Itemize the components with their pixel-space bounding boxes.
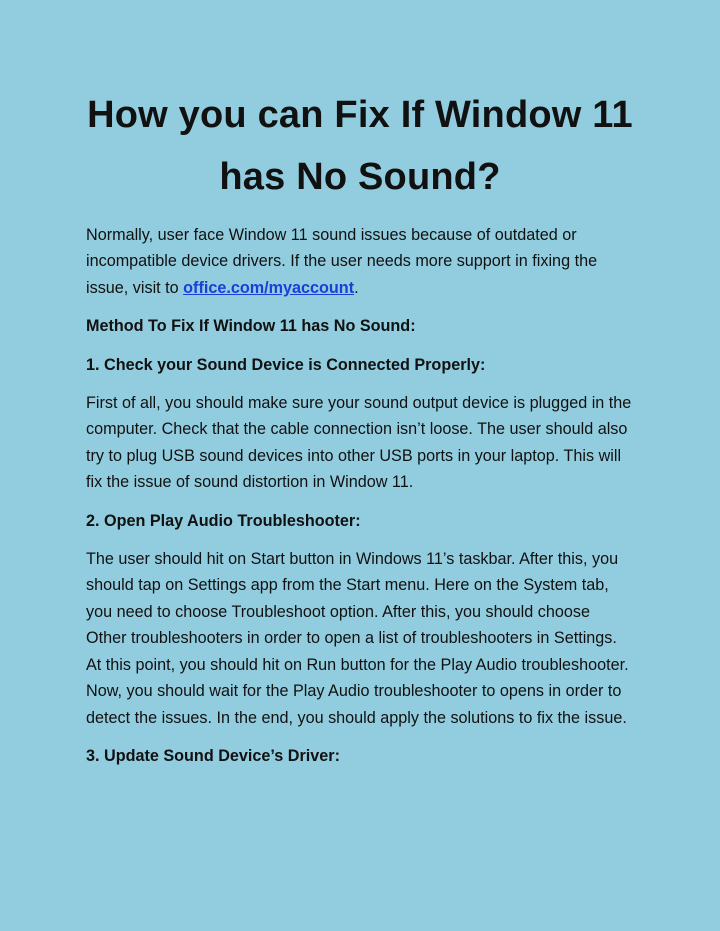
step1-body: First of all, you should make sure your sound output device is plugged in the computer. Check that the cable connection isn’t loose. The user should also try to plug USB sound devices into other USB ports in your laptop. This will fix the issue of sound distortion in Window 11.	[86, 394, 632, 492]
step2-body: The user should hit on Start button in Windows 11’s taskbar. After this, you should tap on Settings app from the Start menu. Here on the System tab, you need to choose Troubleshoot option. After this, you should choose Other troubleshooters in order to open a list of troubleshooters in Settings. At this point, you should hit on Run button for the Play Audio troubleshooter. Now, you should wait for the Play Audio troubleshooter to opens in order to detect the issues. In the end, you should apply the solutions to fix the issue.	[86, 550, 629, 727]
page-title: How you can Fix If Window 11 has No Sound?	[87, 94, 633, 198]
intro-text-end: .	[354, 278, 359, 297]
step2-heading: 2. Open Play Audio Troubleshooter:	[86, 511, 361, 530]
intro-text: Normally, user face Window 11 sound issues because of outdated or incompatible device drivers. If the user needs more support in fixing the issue, visit to	[86, 226, 598, 297]
intro-paragraph	[86, 222, 634, 301]
step1-heading: 1. Check your Sound Device is Connected Properly:	[86, 355, 486, 374]
office-account-link[interactable]: office.com/myaccount	[183, 278, 355, 297]
step3-heading: 3. Update Sound Device’s Driver:	[86, 746, 340, 765]
method-heading: Method To Fix If Window 11 has No Sound:	[86, 317, 416, 336]
